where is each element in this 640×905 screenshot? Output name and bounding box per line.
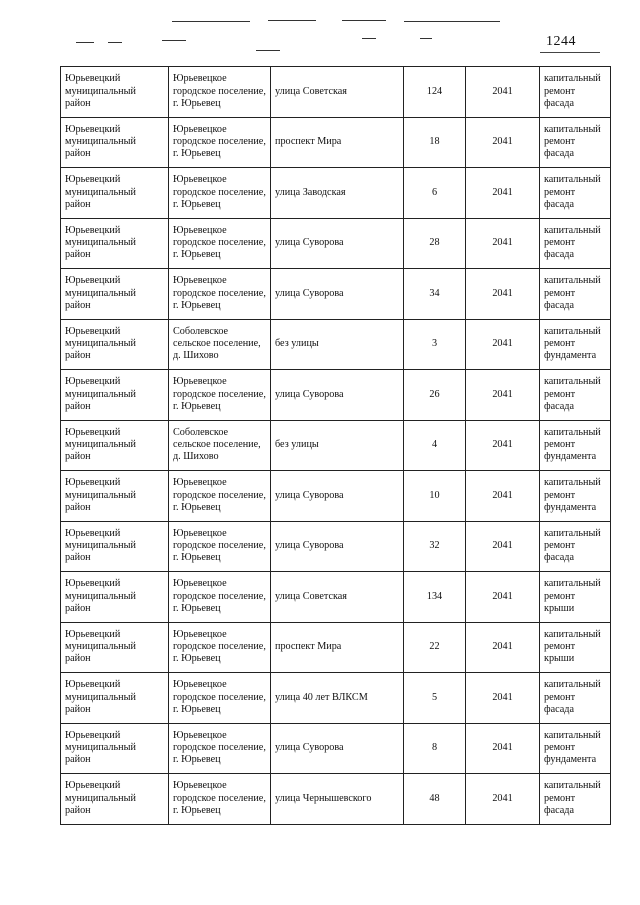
district-cell: Юрьевецкий муниципальный район [61,673,169,724]
house-number-cell: 6 [404,168,466,219]
year-cell: 2041 [466,572,540,623]
house-number-cell: 22 [404,622,466,673]
year-cell: 2041 [466,622,540,673]
year-cell: 2041 [466,168,540,219]
table-row [61,67,611,118]
settlement-cell: Юрьевецкое городское поселение, г. Юрьевец [169,572,271,623]
scan-artifact-line [256,50,280,51]
district-cell: Юрьевецкий муниципальный район [61,319,169,370]
district-cell: Юрьевецкий муниципальный район [61,622,169,673]
district-cell: Юрьевецкий муниципальный район [61,117,169,168]
table-row [61,622,611,673]
year-cell: 2041 [466,673,540,724]
table-row [61,117,611,168]
district-cell: Юрьевецкий муниципальный район [61,168,169,219]
settlement-cell: Юрьевецкое городское поселение, г. Юрьевец [169,723,271,774]
table-row [61,471,611,522]
street-cell: без улицы [271,319,404,370]
scan-artifact-line [162,40,186,41]
street-cell: улица Суворова [271,269,404,320]
settlement-cell: Юрьевецкое городское поселение, г. Юрьевец [169,67,271,118]
house-number-cell: 48 [404,774,466,825]
house-number-cell: 3 [404,319,466,370]
settlement-cell: Юрьевецкое городское поселение, г. Юрьевец [169,218,271,269]
work-type-cell: капитальный ремонт фасада [540,269,611,320]
table-row [61,572,611,623]
settlement-cell: Соболевское сельское поселение, д. Шихово [169,420,271,471]
scan-artifact-line [108,42,122,43]
district-cell: Юрьевецкий муниципальный район [61,269,169,320]
repair-schedule-table [60,66,611,825]
work-type-cell: капитальный ремонт фасада [540,218,611,269]
street-cell: улица Суворова [271,218,404,269]
work-type-cell: капитальный ремонт фундамента [540,471,611,522]
year-cell: 2041 [466,420,540,471]
scan-artifact-line [342,20,386,21]
street-cell: улица Советская [271,572,404,623]
work-type-cell: капитальный ремонт фасада [540,521,611,572]
year-cell: 2041 [466,370,540,421]
settlement-cell: Юрьевецкое городское поселение, г. Юрьевец [169,622,271,673]
district-cell: Юрьевецкий муниципальный район [61,572,169,623]
street-cell: улица Суворова [271,370,404,421]
year-cell: 2041 [466,67,540,118]
street-cell: проспект Мира [271,622,404,673]
table-row [61,521,611,572]
street-cell: улица Суворова [271,723,404,774]
page-number-underline [540,52,600,53]
year-cell: 2041 [466,521,540,572]
district-cell: Юрьевецкий муниципальный район [61,370,169,421]
house-number-cell: 124 [404,67,466,118]
work-type-cell: капитальный ремонт крыши [540,622,611,673]
district-cell: Юрьевецкий муниципальный район [61,774,169,825]
work-type-cell: капитальный ремонт фасада [540,673,611,724]
house-number-cell: 18 [404,117,466,168]
street-cell: улица Суворова [271,471,404,522]
street-cell: улица Заводская [271,168,404,219]
year-cell: 2041 [466,117,540,168]
street-cell: улица Советская [271,67,404,118]
district-cell: Юрьевецкий муниципальный район [61,420,169,471]
year-cell: 2041 [466,774,540,825]
scan-artifact-line [268,20,316,21]
table-row [61,319,611,370]
street-cell: улица 40 лет ВЛКСМ [271,673,404,724]
work-type-cell: капитальный ремонт фундамента [540,723,611,774]
settlement-cell: Юрьевецкое городское поселение, г. Юрьевец [169,370,271,421]
table-row [61,269,611,320]
settlement-cell: Юрьевецкое городское поселение, г. Юрьевец [169,673,271,724]
table-row [61,168,611,219]
work-type-cell: капитальный ремонт фасада [540,370,611,421]
table-row [61,673,611,724]
settlement-cell: Юрьевецкое городское поселение, г. Юрьевец [169,168,271,219]
house-number-cell: 28 [404,218,466,269]
district-cell: Юрьевецкий муниципальный район [61,218,169,269]
settlement-cell: Юрьевецкое городское поселение, г. Юрьевец [169,774,271,825]
year-cell: 2041 [466,723,540,774]
table-row [61,370,611,421]
street-cell: проспект Мира [271,117,404,168]
house-number-cell: 134 [404,572,466,623]
house-number-cell: 10 [404,471,466,522]
work-type-cell: капитальный ремонт фасада [540,67,611,118]
house-number-cell: 4 [404,420,466,471]
house-number-cell: 8 [404,723,466,774]
settlement-cell: Юрьевецкое городское поселение, г. Юрьевец [169,117,271,168]
settlement-cell: Юрьевецкое городское поселение, г. Юрьевец [169,269,271,320]
scan-artifact-line [420,38,432,39]
scan-artifact-line [362,38,376,39]
table-body [61,67,611,825]
house-number-cell: 26 [404,370,466,421]
district-cell: Юрьевецкий муниципальный район [61,521,169,572]
street-cell: без улицы [271,420,404,471]
work-type-cell: капитальный ремонт фундамента [540,420,611,471]
street-cell: улица Чернышевского [271,774,404,825]
district-cell: Юрьевецкий муниципальный район [61,723,169,774]
settlement-cell: Соболевское сельское поселение, д. Шихово [169,319,271,370]
house-number-cell: 34 [404,269,466,320]
year-cell: 2041 [466,471,540,522]
scan-artifact-line [76,42,94,43]
table-row [61,218,611,269]
work-type-cell: капитальный ремонт фасада [540,168,611,219]
year-cell: 2041 [466,319,540,370]
year-cell: 2041 [466,269,540,320]
work-type-cell: капитальный ремонт фасада [540,117,611,168]
work-type-cell: капитальный ремонт крыши [540,572,611,623]
district-cell: Юрьевецкий муниципальный район [61,67,169,118]
house-number-cell: 32 [404,521,466,572]
year-cell: 2041 [466,218,540,269]
street-cell: улица Суворова [271,521,404,572]
work-type-cell: капитальный ремонт фундамента [540,319,611,370]
house-number-cell: 5 [404,673,466,724]
district-cell: Юрьевецкий муниципальный район [61,471,169,522]
work-type-cell: капитальный ремонт фасада [540,774,611,825]
table-row [61,723,611,774]
page-number: 1244 [546,34,576,49]
table-row [61,774,611,825]
table-row [61,420,611,471]
scan-artifact-line [404,21,500,22]
settlement-cell: Юрьевецкое городское поселение, г. Юрьевец [169,521,271,572]
scan-artifact-line [172,21,250,22]
settlement-cell: Юрьевецкое городское поселение, г. Юрьевец [169,471,271,522]
